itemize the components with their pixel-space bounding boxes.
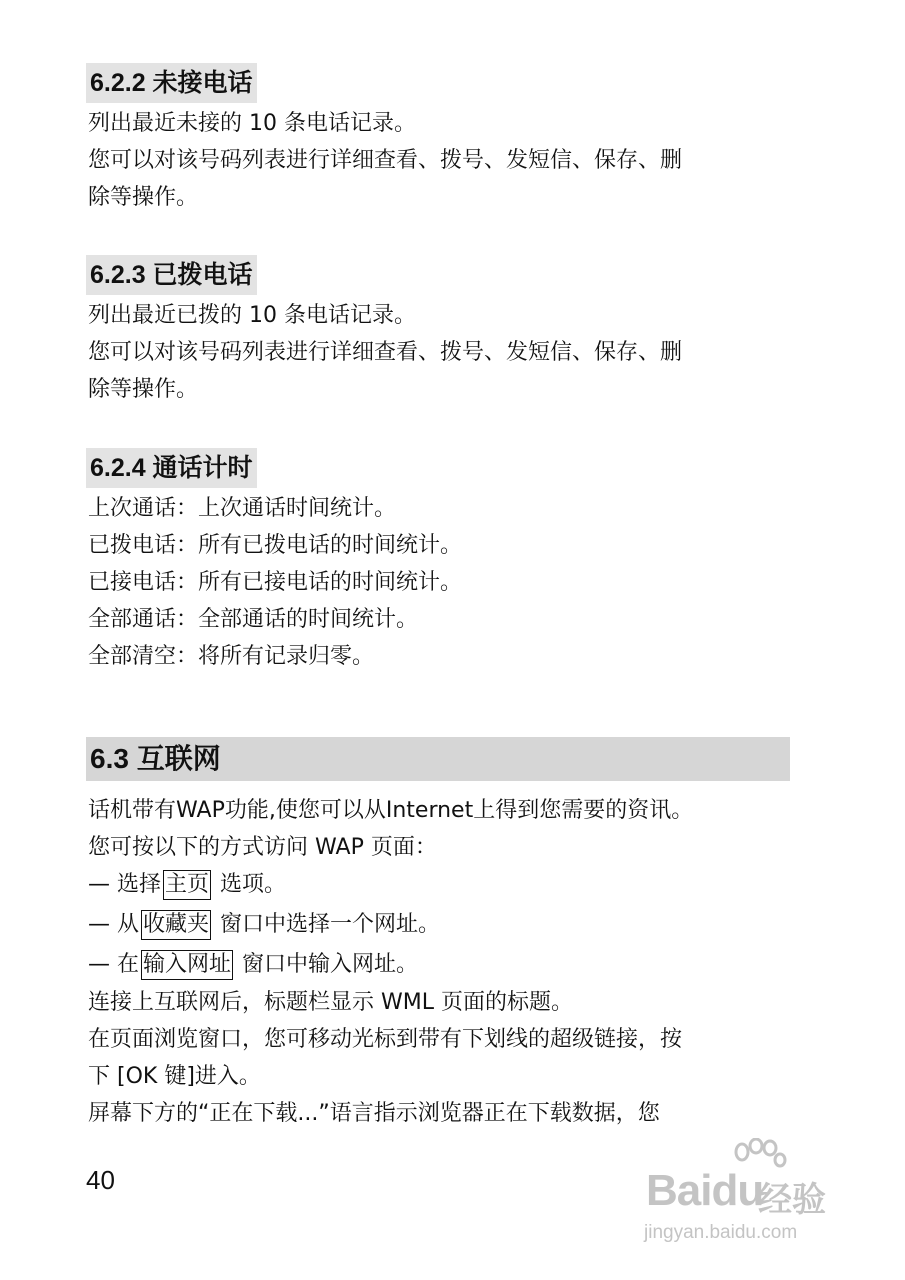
paragraph-line: 除等操作。 bbox=[88, 377, 199, 402]
paragraph-line: 已拨电话：所有已拨电话的时间统计。 bbox=[88, 533, 463, 558]
section-heading-6-2-4: 6.2.4 通话计时 bbox=[86, 448, 257, 488]
paragraph-line: 屏幕下方的“正在下载...”语言指示浏览器正在下载数据，您 bbox=[88, 1101, 660, 1126]
option-line-home bbox=[88, 867, 286, 903]
option-suffix: 选项。 bbox=[213, 872, 287, 897]
paragraph-line: 在页面浏览窗口，您可移动光标到带有下划线的超级链接，按 bbox=[88, 1027, 683, 1052]
option-prefix: — 从 bbox=[88, 912, 139, 937]
option-suffix: 窗口中选择一个网址。 bbox=[213, 912, 441, 937]
paragraph-line: 连接上互联网后，标题栏显示 WML 页面的标题。 bbox=[88, 990, 573, 1015]
section-heading-6-2-3: 6.2.3 已拨电话 bbox=[86, 255, 257, 295]
paragraph-line: 全部通话：全部通话的时间统计。 bbox=[88, 607, 419, 632]
page-number: 40 bbox=[86, 1165, 115, 1195]
section-heading-6-2-2: 6.2.2 未接电话 bbox=[86, 63, 257, 103]
paragraph-line: 您可以对该号码列表进行详细查看、拨号、发短信、保存、删 bbox=[88, 340, 683, 365]
baidu-jingyan-watermark bbox=[638, 1138, 888, 1248]
option-prefix: — 在 bbox=[88, 952, 139, 977]
option-line-favorites bbox=[88, 907, 440, 943]
option-suffix: 窗口中输入网址。 bbox=[235, 952, 419, 977]
paragraph-line: 列出最近已拨的 10 条电话记录。 bbox=[88, 303, 416, 328]
paragraph-line: 下 [OK 键]进入。 bbox=[88, 1064, 261, 1089]
paragraph-line: 上次通话：上次通话时间统计。 bbox=[88, 496, 397, 521]
boxed-menu-label: 输入网址 bbox=[141, 950, 233, 980]
watermark-url: jingyan.baidu.com bbox=[644, 1222, 798, 1243]
paragraph-line: 全部清空：将所有记录归零。 bbox=[88, 644, 375, 669]
paragraph-line: 您可以对该号码列表进行详细查看、拨号、发短信、保存、删 bbox=[88, 148, 683, 173]
option-line-enter-url bbox=[88, 947, 418, 983]
paragraph-line: 已接电话：所有已接电话的时间统计。 bbox=[88, 570, 463, 595]
watermark-logo: Baidu bbox=[646, 1166, 764, 1215]
paragraph-line: 话机带有WAP功能,使您可以从Internet上得到您需要的资讯。 bbox=[88, 798, 694, 823]
section-heading-6-3: 6.3 互联网 bbox=[86, 737, 790, 781]
boxed-menu-label: 收藏夹 bbox=[141, 910, 211, 940]
paragraph-line: 您可按以下的方式访问 WAP 页面： bbox=[88, 835, 437, 860]
option-prefix: — 选择 bbox=[88, 872, 161, 897]
boxed-menu-label: 主页 bbox=[163, 870, 211, 900]
paragraph-line: 除等操作。 bbox=[88, 185, 199, 210]
paragraph-line: 列出最近未接的 10 条电话记录。 bbox=[88, 111, 416, 136]
watermark-logo-cn: 经验 bbox=[758, 1180, 826, 1220]
